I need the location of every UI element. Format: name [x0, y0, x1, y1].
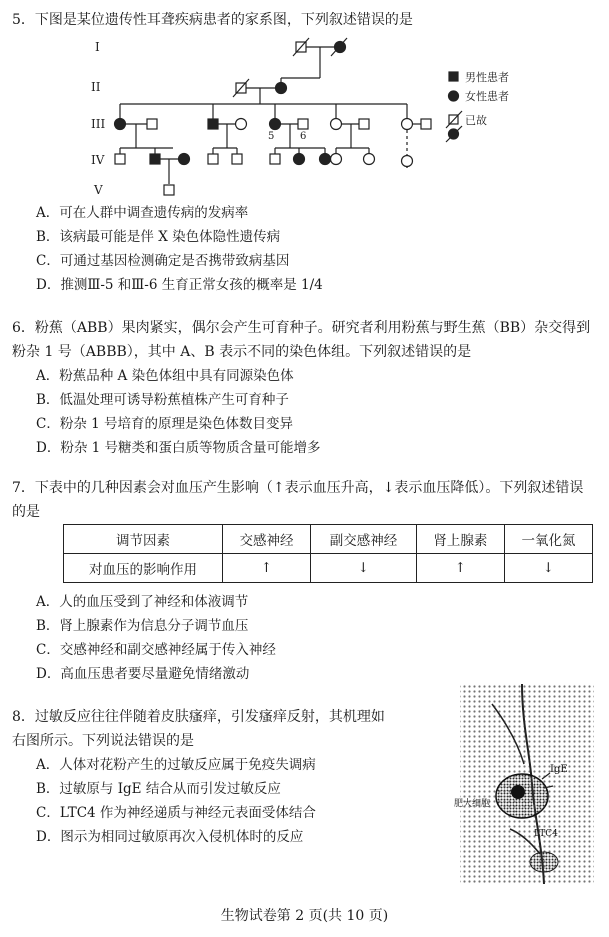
pedigree-chart: [85, 36, 545, 202]
pedigree-IV-11: [402, 156, 413, 167]
pedigree-II-2: [276, 83, 287, 94]
question-8-stem-line1: 8．过敏反应往往伴随着皮肤瘙痒，引发瘙痒反射，其机理如: [12, 709, 385, 725]
figure-label-ltc4: LTC4: [534, 829, 558, 839]
individual-label-6: 6: [300, 131, 307, 142]
option-d: D．粉杂 1 号糖类和蛋白质等物质含量可能增多: [36, 440, 321, 456]
pedigree-IV-5: [232, 154, 242, 164]
option-a: A．可在人群中调查遗传病的发病率: [36, 205, 249, 221]
pedigree-IV-1: [115, 154, 125, 164]
table-header-cell: 副交感神经: [311, 525, 417, 554]
table-header-cell: 肾上腺素: [416, 525, 504, 554]
pedigree-III-5: [270, 119, 281, 130]
question-5: [12, 10, 413, 30]
legend-label: 男性患者: [465, 71, 509, 84]
generation-label: V: [94, 183, 103, 197]
option-a: A．人体对花粉产生的过敏反应属于免疫失调病: [36, 757, 316, 773]
option-b: B．过敏原与 IgE 结合从而引发过敏反应: [36, 781, 281, 797]
pedigree-III-8: [359, 119, 369, 129]
table-cell: ↑: [223, 554, 311, 583]
option-a: A．粉蕉品种 A 染色体组中具有同源染色体: [36, 368, 294, 384]
option-c: C．交感神经和副交感神经属于传入神经: [36, 642, 276, 658]
pedigree-III-7: [331, 119, 342, 130]
option-b: B．低温处理可诱导粉蕉植株产生可育种子: [36, 392, 289, 408]
question-8: [12, 705, 385, 849]
pedigree-IV-10: [364, 154, 375, 165]
pedigree-IV-4: [208, 154, 218, 164]
option-c: C．可通过基因检测确定是否携带致病基因: [36, 253, 290, 269]
pedigree-III-1: [115, 119, 126, 130]
option-d: D．图示为相同过敏原再次入侵机体时的反应: [36, 829, 304, 845]
question-5-options: [12, 201, 323, 297]
pedigree-III-6: [298, 119, 308, 129]
table-header-cell: 交感神经: [223, 525, 311, 554]
question-7-options: [12, 590, 276, 686]
figure-label-ige: IgE: [550, 764, 568, 775]
pedigree-III-10: [421, 119, 431, 129]
pedigree-IV-3: [179, 154, 190, 165]
blood-pressure-table: [63, 524, 593, 583]
option-d: D．推测Ⅲ-5 和Ⅲ-6 生育正常女孩的概率是 1/4: [36, 277, 323, 293]
legend-male-affected-icon: [449, 72, 458, 81]
legend-label: 已故: [465, 114, 487, 127]
table-row: [64, 554, 593, 583]
pedigree-IV-6: [270, 154, 280, 164]
question-6-stem: 6．粉蕉（ABB）果肉紧实，偶尔会产生可育种子。研究者利用粉蕉与野生蕉（BB）杂交得到粉杂 1 号（ABBB），其中 A、B 表示不同的染色体组。下列叙述错误的是: [12, 320, 591, 360]
pedigree-IV-2: [150, 154, 160, 164]
option-b: B．肾上腺素作为信息分子调节血压: [36, 618, 249, 634]
pedigree-III-4: [236, 119, 247, 130]
option-c: C．粉杂 1 号培育的原理是染色体数目变异: [36, 416, 294, 432]
question-8-stem-line2: 右图所示。下列说法错误的是: [12, 733, 194, 749]
generation-label: IV: [91, 153, 105, 167]
table-cell: ↓: [504, 554, 592, 583]
question-6: [12, 316, 596, 460]
pedigree-V-1: [164, 185, 174, 195]
table-cell: 对血压的影响作用: [64, 554, 223, 583]
table-cell: ↓: [311, 554, 417, 583]
question-7-stem: 7．下表中的几种因素会对血压产生影响（↑表示血压升高，↓表示血压降低）。下列叙述错误的是: [12, 480, 584, 520]
option-b: B．该病最可能是伴 X 染色体隐性遗传病: [36, 229, 281, 245]
generation-label: I: [95, 40, 100, 54]
pedigree-III-9: [402, 119, 413, 130]
pedigree-IV-8: [320, 154, 331, 165]
pedigree-III-3: [208, 119, 218, 129]
table-cell: ↑: [416, 554, 504, 583]
option-d: D．高血压患者要尽量避免情绪激动: [36, 666, 250, 682]
question-5-stem: 5．下图是某位遗传性耳聋疾病患者的家系图，下列叙述错误的是: [12, 12, 413, 28]
table-header-cell: 一氧化氮: [504, 525, 592, 554]
legend-female-affected-icon: [449, 91, 459, 101]
generation-label: III: [91, 117, 106, 131]
question-7: [12, 476, 596, 524]
generation-label: II: [91, 80, 101, 94]
pedigree-IV-7: [294, 154, 305, 165]
figure-label-mast-cell: 肥大细胞: [454, 799, 491, 809]
legend-label: 女性患者: [465, 90, 509, 103]
itch-mechanism-figure: [452, 684, 598, 884]
pedigree-IV-9: [331, 154, 342, 165]
option-c: C．LTC4 作为神经递质与神经元表面受体结合: [36, 805, 316, 821]
pedigree-III-2: [147, 119, 157, 129]
individual-label-5: 5: [268, 131, 275, 142]
option-a: A．人的血压受到了神经和体液调节: [36, 594, 249, 610]
table-header-row: [64, 525, 593, 554]
table-header-cell: 调节因素: [64, 525, 223, 554]
page-footer: 生物试卷第 2 页(共 10 页): [220, 908, 389, 924]
